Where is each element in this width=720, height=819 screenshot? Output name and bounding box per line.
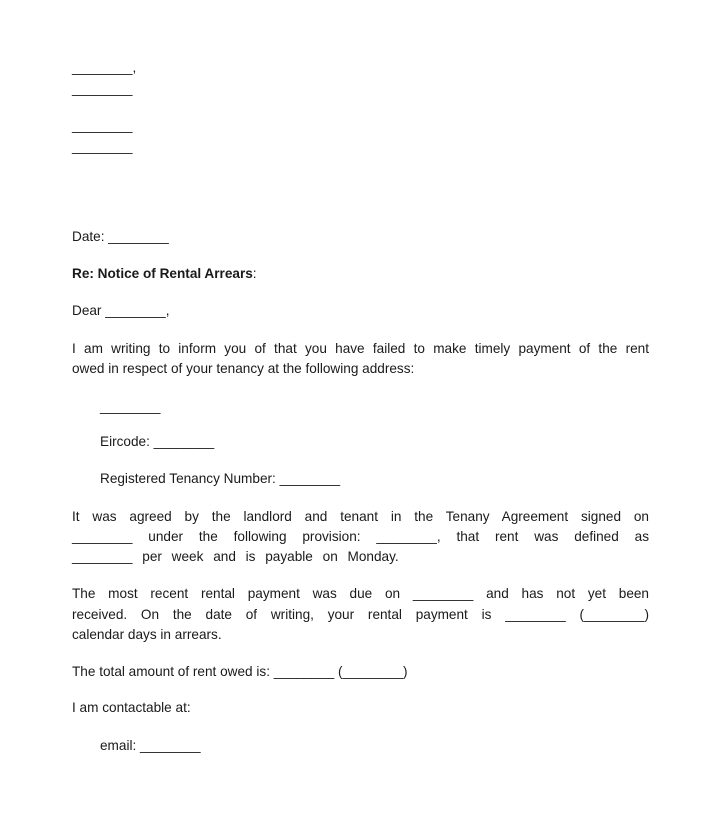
contact-intro: I am contactable at: [72, 700, 191, 715]
address-line-1: ________, [72, 60, 137, 75]
total-owed-line: The total amount of rent owed is: ________ (________) [72, 664, 408, 679]
rtn-line: Registered Tenancy Number: ________ [100, 471, 341, 486]
tenancy-address-blank: ________ [100, 399, 161, 414]
email-line: email: ________ [100, 738, 201, 753]
date-line: Date: ________ [72, 229, 169, 244]
eircode-line: Eircode: ________ [100, 434, 215, 449]
address-line-3: ________ [72, 118, 133, 133]
agreement-line-3: ________ per week and is payable on Monday. [72, 549, 399, 564]
subject-colon: : [252, 266, 257, 281]
intro-line-1: I am writing to inform you of that you have failed to make timely payment of the rent [72, 341, 649, 356]
salutation: Dear ________, [72, 303, 170, 318]
address-line-2: ________ [72, 81, 133, 96]
subject-line [72, 264, 257, 284]
payment-line-2: received. On the date of writing, your rental payment is ________ (________) [72, 607, 649, 622]
address-line-4: ________ [72, 139, 133, 154]
intro-line-2: owed in respect of your tenancy at the following address: [72, 361, 415, 376]
payment-line-3: calendar days in arrears. [72, 627, 222, 642]
payment-line-1: The most recent rental payment was due on ________ and has not yet been [72, 586, 649, 601]
agreement-line-1: It was agreed by the landlord and tenant in the Tenany Agreement signed on [72, 509, 649, 524]
subject-label: Re: Notice of Rental Arrears [72, 266, 253, 281]
agreement-line-2: ________ under the following provision: ________, that rent was defined as [72, 529, 649, 544]
